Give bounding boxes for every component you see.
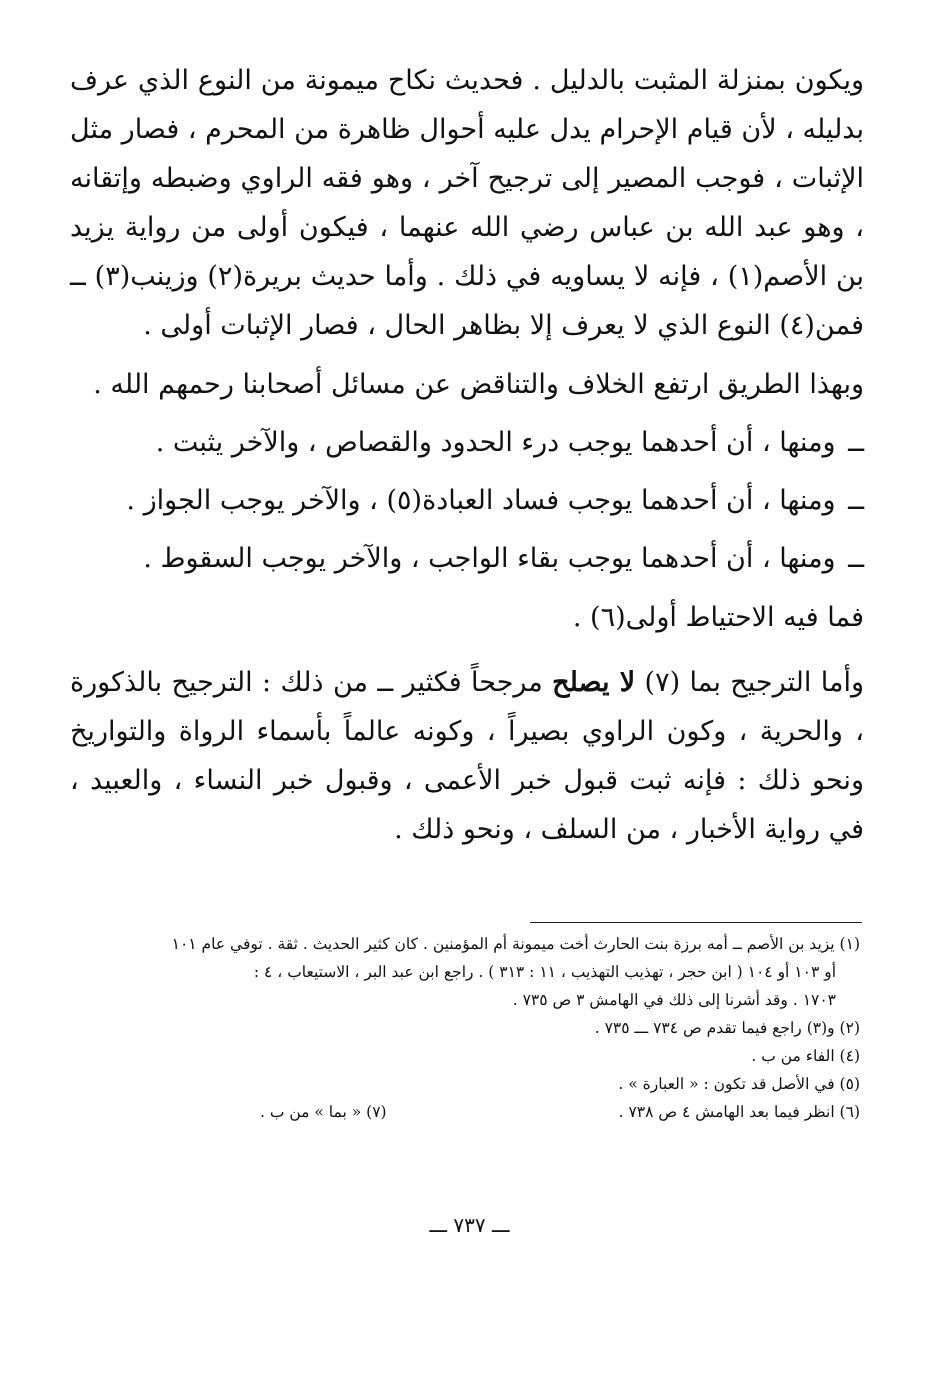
footnote-4: (٤) الفاء من ب . xyxy=(751,1047,860,1065)
bold-phrase: لا يصلح xyxy=(552,667,636,698)
item-text: ومنها ، أن أحدهما يوجب درء الحدود والقصاص ، والآخر يثبت . xyxy=(155,427,836,458)
item-dash: ــ xyxy=(848,427,864,458)
footnote-row-6-7 xyxy=(260,1098,860,1126)
item-text: ومنها ، أن أحدهما يوجب فساد العبادة(٥) ، والآخر يوجب الجواز . xyxy=(126,485,836,516)
line-method: وبهذا الطريق ارتفع الخلاف والتناقض عن مسائل أصحابنا رحمهم الله . xyxy=(93,369,864,400)
item-dash: ــ xyxy=(848,543,864,574)
footnote-6: (٦) انظر فيما بعد الهامش ٤ ص ٧٣٨ . xyxy=(618,1103,860,1121)
main-text xyxy=(70,56,864,854)
paragraph-ibn-abbas: ويكون بمنزلة المثبت بالدليل . فحديث نكاح ميمونة من النوع الذي عرف بدليله ، لأن قيام الإحرام يدل عليه أحوال ظاهرة من المحرم ، فصار مثل الإثبات ، فوجب المصير إلى ترجيح آخر ، وهو فقه الراوي وضبطه وإتقانه ، وهو عبد الله بن عباس رضي الله عنهما ، فيكون أولى من رواية يزيد بن الأصم(١) ، فإنه لا يساويه في ذلك . وأما حديث بريرة(٢) وزينب(٣) ــ فمن(٤) النوع الذي لا يعرف إلا بظاهر الحال ، فصار الإثبات أولى . xyxy=(70,65,865,341)
line-precaution: فما فيه الاحتياط أولى(٦) . xyxy=(572,602,864,633)
footnote-7: (٧) « بما » من ب . xyxy=(260,1103,387,1121)
paragraph2-start: وأما الترجيح بما (٧) xyxy=(635,667,864,698)
item-dash: ــ xyxy=(848,485,864,516)
footnote-1-line-2: أو ١٠٣ أو ١٠٤ ( ابن حجر ، تهذيب التهذيب ، ١١ : ٣١٣ ) . راجع ابن عبد البر ، الاستيعاب ، ٤ : xyxy=(253,963,836,981)
list-item xyxy=(70,418,864,467)
footnote-5: (٥) في الأصل قد تكون : « العبارة » . xyxy=(618,1075,860,1093)
footnote-2-3: (٢) و(٣) راجع فيما تقدم ص ٧٣٤ ـــ ٧٣٥ . xyxy=(594,1019,860,1037)
list-item xyxy=(70,476,864,525)
footnotes xyxy=(70,930,860,1126)
footnote-divider xyxy=(530,922,862,923)
footnote-1-line-3: ١٧٠٣ . وقد أشرنا إلى ذلك في الهامش ٣ ص ٧٣٥ . xyxy=(512,991,836,1009)
page-number: ـــ ٧٣٧ ـــ xyxy=(429,1213,510,1237)
footnote-1-line-1: (١) يزيد بن الأصم ــ أمه برزة بنت الحارث أخت ميمونة أم المؤمنين . كان كثير الحديث . ثقة . توفي عام ١٠١ xyxy=(171,935,860,953)
list-item xyxy=(70,534,864,583)
paragraph2-rest: مرجحاً فكثير ــ من ذلك : الترجيح بالذكورة ، والحرية ، وكون الراوي بصيراً ، وكونه عالماً بأسماء الرواة والتواريخ ونحو ذلك : فإنه ثبت قبول خبر الأعمى ، وقبول خبر النساء ، والعبيد ، في رواية الأخبار ، من السلف ، ونحو ذلك . xyxy=(70,667,864,845)
paragraph-invalid-preference xyxy=(70,658,864,854)
item-text: ومنها ، أن أحدهما يوجب بقاء الواجب ، والآخر يوجب السقوط . xyxy=(143,543,836,574)
